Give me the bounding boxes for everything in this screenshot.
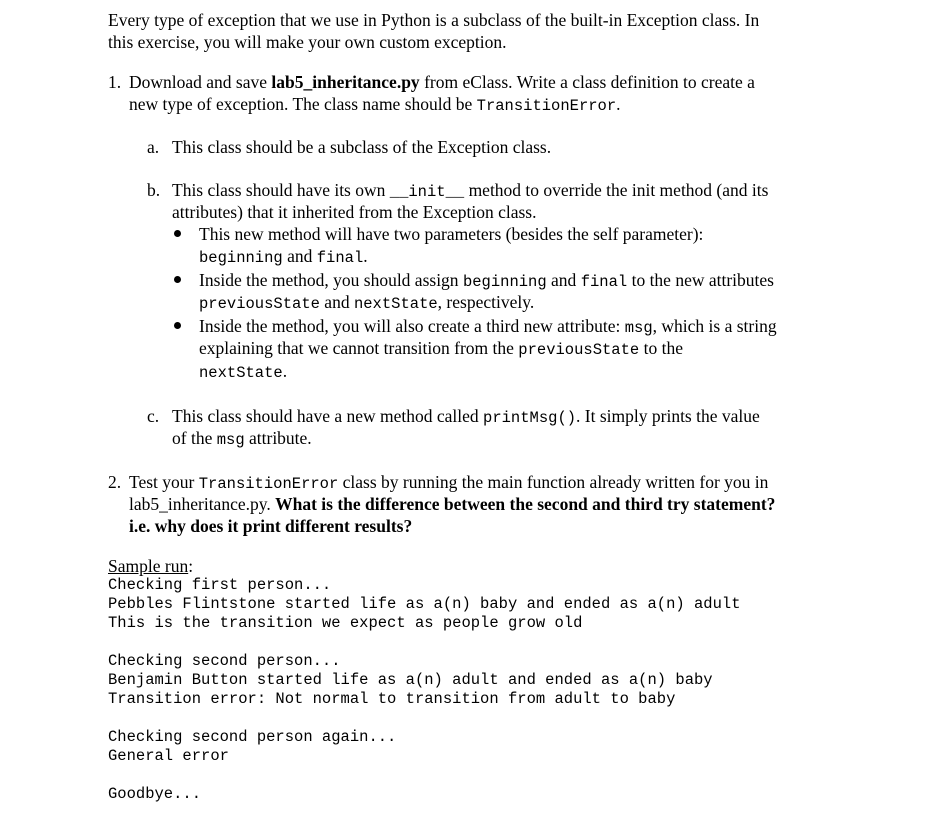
sub-c-line-1: This class should have a new method called printMsg(). It simply prints the value bbox=[172, 406, 760, 427]
intro-line-1: Every type of exception that we use in Python is a subclass of the built-in Exception class. In bbox=[108, 10, 760, 30]
bullet-2 bbox=[174, 276, 181, 283]
bullet-3-line-2: explaining that we cannot transition from the previousState to the bbox=[199, 338, 683, 359]
sub-a-label: a. bbox=[147, 137, 160, 157]
item-1-line-1: Download and save lab5_inheritance.py from eClass. Write a class definition to create a bbox=[129, 72, 755, 92]
output-line: Checking second person again... bbox=[108, 728, 397, 746]
bullet-2-line-2: previousState and nextState, respectively. bbox=[199, 292, 535, 313]
code-printmsg: printMsg() bbox=[483, 409, 577, 427]
output-line: General error bbox=[108, 747, 229, 765]
filename: lab5_inheritance.py bbox=[271, 72, 420, 92]
output-line: This is the transition we expect as people grow old bbox=[108, 614, 583, 632]
sub-b-line-1: This class should have its own __init__ method to override the init method (and its bbox=[172, 180, 769, 201]
item-1-line-2: new type of exception. The class name should be TransitionError. bbox=[129, 94, 621, 115]
bullet-2-line-1: Inside the method, you should assign beginning and final to the new attributes bbox=[199, 270, 774, 291]
code-classname: TransitionError bbox=[476, 97, 617, 115]
item-2-line-1: Test your TransitionError class by running the main function already written for you in bbox=[129, 472, 769, 493]
output-line: Checking first person... bbox=[108, 576, 332, 594]
bullet-1-line-1: This new method will have two parameters (besides the self parameter): bbox=[199, 224, 704, 244]
code-init: __init__ bbox=[389, 183, 465, 201]
bullet-3-line-1: Inside the method, you will also create a third new attribute: msg, which is a string bbox=[199, 316, 777, 337]
bullet-1 bbox=[174, 230, 181, 237]
item-2-number: 2. bbox=[108, 472, 122, 492]
output-line: Pebbles Flintstone started life as a(n) baby and ended as a(n) adult bbox=[108, 595, 741, 613]
output-line: Goodbye... bbox=[108, 785, 202, 803]
bullet-3 bbox=[174, 322, 181, 329]
item-2-line-2: lab5_inheritance.py. What is the difference between the second and third try statement? bbox=[129, 494, 776, 514]
sub-c-label: c. bbox=[147, 406, 160, 426]
output-line: Checking second person... bbox=[108, 652, 341, 670]
sub-b-label: b. bbox=[147, 180, 161, 200]
item-1-number: 1. bbox=[108, 72, 122, 92]
sub-b-line-2: attributes) that it inherited from the Exception class. bbox=[172, 202, 537, 222]
bullet-1-line-2: beginning and final. bbox=[199, 246, 368, 267]
item-2-line-3: i.e. why does it print different results? bbox=[129, 516, 413, 536]
sub-c-line-2: of the msg attribute. bbox=[172, 428, 312, 449]
sub-a-text: This class should be a subclass of the Exception class. bbox=[172, 137, 552, 157]
sample-run-heading: Sample run: bbox=[108, 556, 194, 576]
output-line: Transition error: Not normal to transition from adult to baby bbox=[108, 690, 676, 708]
output-line: Benjamin Button started life as a(n) adult and ended as a(n) baby bbox=[108, 671, 713, 689]
intro-line-2: this exercise, you will make your own custom exception. bbox=[108, 32, 507, 52]
bullet-3-line-3: nextState. bbox=[199, 361, 288, 382]
